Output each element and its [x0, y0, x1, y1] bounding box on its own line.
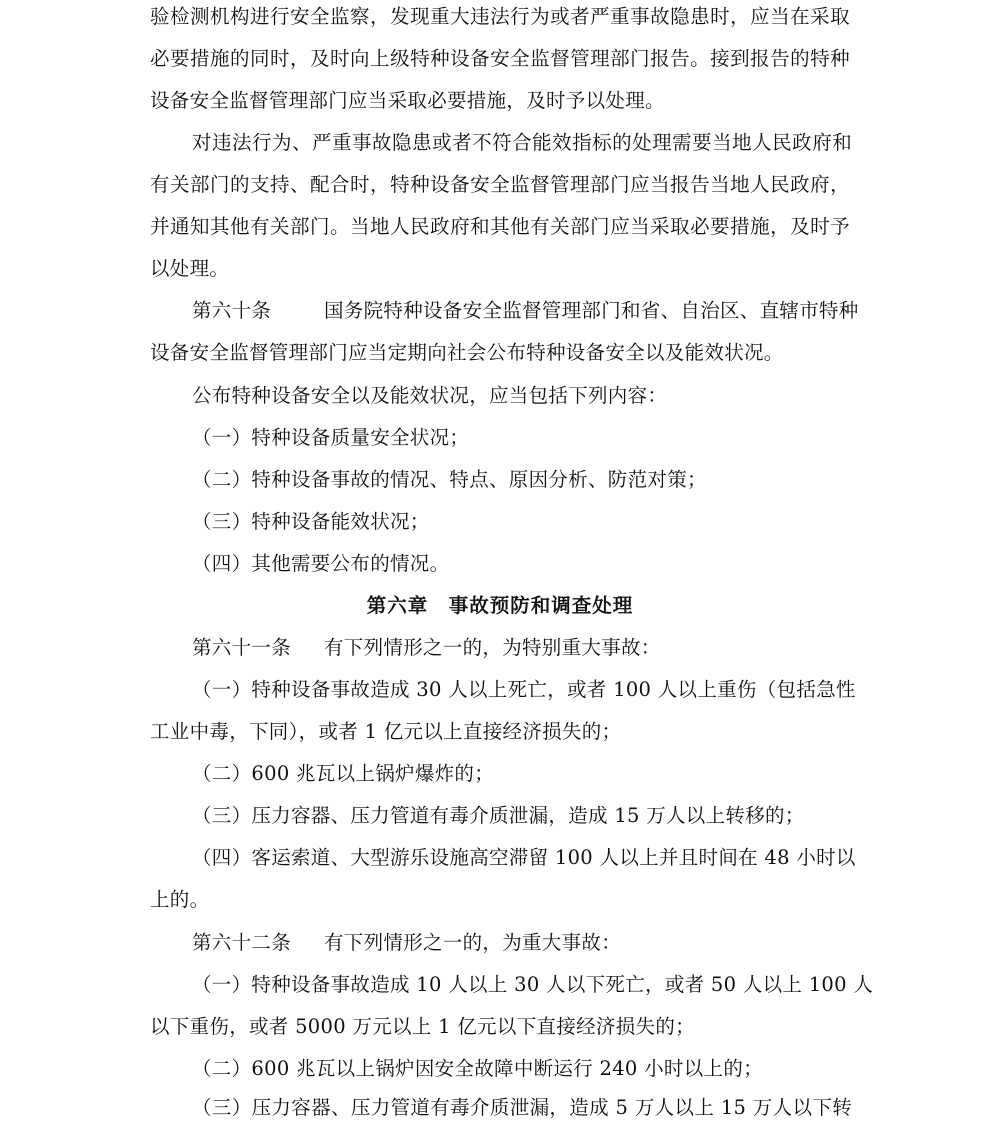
- list-item: （四）客运索道、大型游乐设施高空滞留 100 人以上并且时间在 48 小时以: [192, 846, 856, 869]
- article-number: 第六十二条: [192, 931, 292, 954]
- paragraph-line: 以下重伤，或者 5000 万元以上 1 亿元以下直接经济损失的；: [150, 1015, 695, 1038]
- paragraph-line: 必要措施的同时，及时向上级特种设备安全监督管理部门报告。接到报告的特种: [150, 47, 850, 70]
- article-61-line: [192, 633, 852, 663]
- paragraph-line: 上的。: [150, 888, 210, 911]
- paragraph-line: 有关部门的支持、配合时，特种设备安全监督管理部门应当报告当地人民政府，: [150, 173, 850, 196]
- chapter-heading: 第六章 事故预防和调查处理: [366, 594, 634, 617]
- list-item: （二）600 兆瓦以上锅炉因安全故障中断运行 240 小时以上的；: [192, 1057, 763, 1080]
- article-text: 有下列情形之一的，为重大事故：: [324, 931, 622, 954]
- paragraph-line: 并通知其他有关部门。当地人民政府和其他有关部门应当采取必要措施，及时予: [150, 215, 850, 238]
- list-item: （一）特种设备质量安全状况；: [192, 426, 470, 449]
- article-number: 第六十一条: [192, 636, 292, 659]
- article-60-line: [192, 296, 859, 326]
- list-item: （三）压力容器、压力管道有毒介质泄漏，造成 5 万人以上 15 万人以下转: [192, 1096, 852, 1119]
- article-text: 有下列情形之一的，为特别重大事故：: [324, 636, 661, 659]
- list-item: （一）特种设备事故造成 10 人以上 30 人以下死亡，或者 50 人以上 100 人: [192, 973, 874, 996]
- paragraph-line: 设备安全监督管理部门应当定期向社会公布特种设备安全以及能效状况。: [150, 341, 784, 364]
- paragraph-line: 工业中毒，下同），或者 1 亿元以上直接经济损失的；: [150, 720, 622, 743]
- list-item: （二）特种设备事故的情况、特点、原因分析、防范对策；: [192, 468, 707, 491]
- article-62-line: [192, 928, 852, 958]
- article-number: 第六十条: [192, 299, 272, 322]
- article-text: 国务院特种设备安全监督管理部门和省、自治区、直辖市特种: [324, 299, 859, 322]
- paragraph-line: 以处理。: [150, 257, 230, 280]
- list-item: （三）特种设备能效状况；: [192, 510, 430, 533]
- paragraph-line: 设备安全监督管理部门应当采取必要措施，及时予以处理。: [150, 89, 665, 112]
- paragraph-line: 公布特种设备安全以及能效状况，应当包括下列内容：: [192, 384, 668, 407]
- paragraph-line: 验检测机构进行安全监察，发现重大违法行为或者严重事故隐患时，应当在采取: [150, 5, 850, 28]
- list-item: （一）特种设备事故造成 30 人以上死亡，或者 100 人以上重伤（包括急性: [192, 678, 856, 701]
- list-item: （三）压力容器、压力管道有毒介质泄漏，造成 15 万人以上转移的；: [192, 804, 805, 827]
- paragraph-line: 对违法行为、严重事故隐患或者不符合能效指标的处理需要当地人民政府和: [192, 131, 852, 154]
- list-item: （四）其他需要公布的情况。: [192, 552, 450, 575]
- list-item: （二）600 兆瓦以上锅炉爆炸的；: [192, 762, 495, 785]
